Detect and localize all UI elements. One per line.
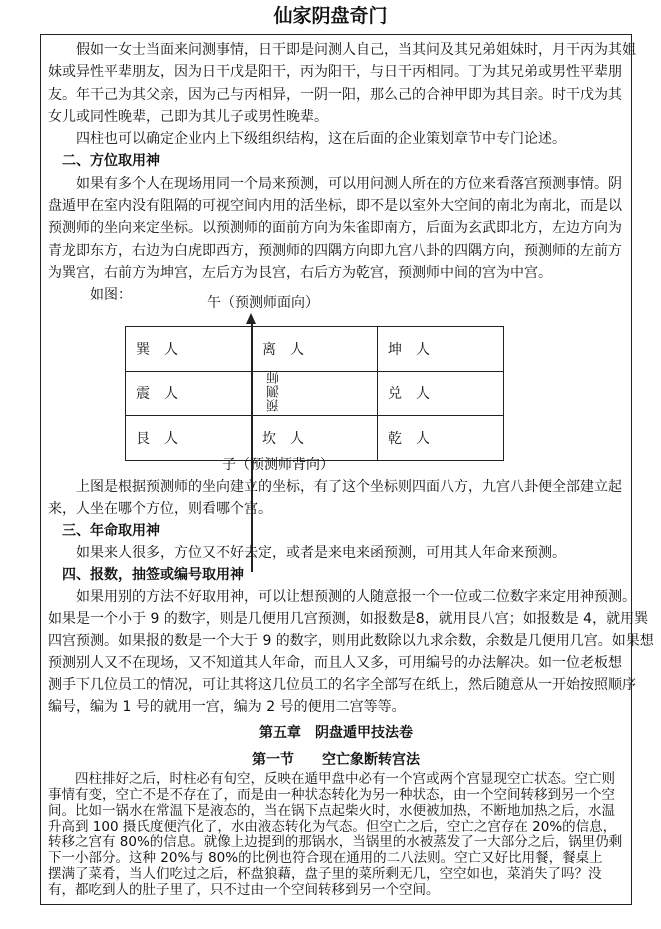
palace-cell-kan: 坎 人 xyxy=(252,416,378,461)
palace-cell-qian: 乾 人 xyxy=(378,416,504,461)
palace-cell-dui: 兑 人 xyxy=(378,371,504,416)
nine-palace-grid xyxy=(125,326,504,461)
paragraph-line: 预测师的坐向来定坐标。以预测师的面前方向为朱雀即南方，后面为玄武即北方，左边方向为 xyxy=(48,220,622,236)
section-heading: 三、年命取用神 xyxy=(48,523,160,539)
paragraph-line: 转移之宫有 80%的信息。就像上边提到的那锅水，当锅里的水被蒸发了一大部分之后，锅里仍剩 xyxy=(48,834,623,851)
paragraph-line: 如果用别的方法不好取用神，可以让想预测的人随意报一个一位或二位数字来定用神预测。 xyxy=(48,589,636,605)
palace-cell-xun: 巽 人 xyxy=(126,327,252,372)
facing-arrow-head-icon xyxy=(246,313,256,324)
paragraph-line: 四柱排好之后，时柱必有旬空，反映在遁甲盘中必有一个宫或两个宫显现空亡状态。空亡则 xyxy=(48,771,615,787)
paragraph-line: 四柱也可以确定企业内上下级组织结构，这在后面的企业策划章节中专门论述。 xyxy=(48,131,566,147)
paragraph-line: 来，人坐在哪个方位，则看哪个宫。 xyxy=(48,501,272,517)
paragraph-line: 测手下几位员工的情况，可让其将这几位员工的名字全部写在纸上，然后随意从一开始按照顺序 xyxy=(48,677,636,693)
section-heading: 二、方位取用神 xyxy=(48,153,160,169)
paragraph-line: 如图： xyxy=(48,287,132,303)
paragraph-line: 上图是根据预测师的坐向建立的坐标，有了这个坐标则四面八方，九宫八卦便全部建立起 xyxy=(48,479,622,495)
section-title: 第一节 空亡象断转宫法 xyxy=(252,752,420,768)
paragraph-line: 编号，编为 1 号的就用一宫，编为 2 号的便用二宫等等。 xyxy=(48,699,406,715)
paragraph-line: 下一小部分。这种 20%与 80%的比例也符合现在通用的二八法则。空亡又好比用餐，餐桌上 xyxy=(48,850,603,867)
paragraph-line: 升高到 100 摄氏度便汽化了，水由液态转化为气态。但空亡之后，空亡之宫存在 20%的信息， xyxy=(48,818,617,835)
paragraph-line: 盘遁甲在室内没有阻隔的可视空间内用的活坐标，即不是以室外大空间的南北为南北，而是以 xyxy=(48,198,622,214)
diagram-center-label: 预测师 xyxy=(267,370,282,412)
palace-cell-zhen: 震 人 xyxy=(126,371,252,416)
paragraph-line: 如果有多个人在现场用同一个局来预测，可以用问测人所在的方位来看落宫预测事情。阴 xyxy=(48,176,622,192)
paragraph-line: 女儿或同性晚辈，己即为其儿子或男性晚辈。 xyxy=(48,109,328,125)
paragraph-line: 青龙即东方，右边为白虎即西方，预测师的四隅方向即九宫八卦的四隅方向，预测师的左前方 xyxy=(48,243,622,259)
paragraph-line: 妹或异性平辈朋友，因为日干戊是阳干，丙为阳干，与日干丙相同。丁为其兄弟或男性平辈朋 xyxy=(48,64,622,80)
section-heading: 四、报数，抽签或编号取用神 xyxy=(48,567,244,583)
paragraph-line: 如果来人很多，方位又不好去定，或者是来电来函预测，可用其人年命来预测。 xyxy=(48,545,566,561)
palace-cell-li: 离 人 xyxy=(252,327,378,372)
paragraph-line: 有，都吃到人的肚子里了，只不过由一个空间转移到另一个空间。 xyxy=(48,882,440,898)
paragraph-line: 友。年干己为其父亲，因为己与丙相异，一阴一阳，那么己的合神甲即为其目亲。时干戊为其 xyxy=(48,87,622,103)
paragraph-line: 为巽宫，右前方为坤宫，左后方为艮宫，右后方为乾宫，预测师中间的宫为中宫。 xyxy=(48,265,552,281)
palace-cell-kun: 坤 人 xyxy=(378,327,504,372)
page-title: 仙家阴盘奇门 xyxy=(273,5,388,27)
palace-cell-gen: 艮 人 xyxy=(126,416,252,461)
paragraph-line: 间。比如一锅水在常温下是液态的，当在锅下点起柴火时，水便被加热，不断地加热之后，水温 xyxy=(48,802,615,819)
diagram-bottom-label: 子（预测师背向） xyxy=(222,457,334,473)
paragraph-line: 四宫预测。如果报的数是一个大于 9 的数字，则用此数除以九求余数，余数是几便用几宫。如果想 xyxy=(48,633,654,649)
paragraph-line: 摆满了菜肴，当人们吃过之后，杯盘狼藉，盘子里的菜所剩无几，空空如也，菜消失了吗？没 xyxy=(48,866,602,883)
chapter-title: 第五章 阴盘遁甲技法卷 xyxy=(259,725,413,741)
paragraph-line: 事情有变，空亡不是不存在了，而是由一种状态转化为另一种状态，由一个空间转移到另一个空 xyxy=(48,786,615,803)
paragraph-line: 如果是一个小于 9 的数字，则是几便用几宫预测，如报数是8，就用艮八宫；如报数是 4，就用巽 xyxy=(48,611,649,627)
paragraph-line: 预测别人又不在现场，又不知道其人年命，而且人又多，可用编号的办法解决。如一位老板想 xyxy=(48,655,622,671)
diagram-top-label: 午（预测师面向） xyxy=(207,295,319,311)
paragraph-line: 假如一女士当面来问测事情，日干即是问测人自己，当其问及其兄弟姐妹时，月干丙为其姐 xyxy=(48,42,636,58)
